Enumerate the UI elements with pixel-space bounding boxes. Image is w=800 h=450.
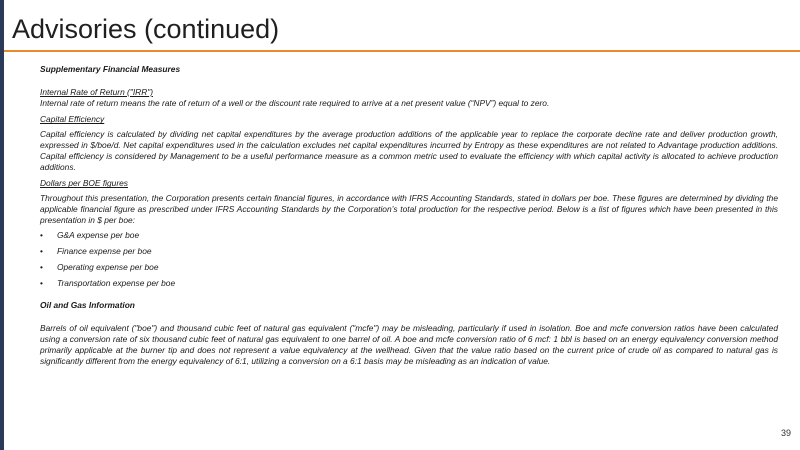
page-number: 39 — [780, 428, 791, 438]
capital-efficiency-heading: Capital Efficiency — [40, 114, 105, 125]
list-item: • Transportation expense per boe — [40, 278, 778, 289]
oil-gas-text: Barrels of oil equivalent ("boe") and thousand cubic feet of natural gas equivalent ("mcfe") may be misleading, particularly if used in isolation. Boe and mcfe conversion ratios have been calculated using a conversion rate of six thousand cubic feet of natural gas equivalent to one barrel of oil. A boe and mcfe conversion ratio of 6 mcf: 1 bbl is based on an energy equivalency conversion method primarily applicable at the burner tip and does not represent a value equivalency at the wellhead. Given that the value ratio based on the current price of crude oil as compared to natural gas is significantly different from the energy equivalency of 6:1, utilizing a conversion on a 6:1 basis may be misleading as an indication of value. — [40, 323, 778, 366]
capital-efficiency-text: Capital efficiency is calculated by dividing net capital expenditures by the average production additions of the applicable year to replace the corporate decline rate and deliver production growth, expressed in $/boe/d. Net capital expenditures used in the calculation excludes net capital expenditures incurred by Entropy as these expenditures are not related to Advantage production additions. Capital efficiency is considered by Management to be a useful performance measure as a common metric used to evaluate the efficiency with which capital activity is allocated to achieve production additions. — [40, 129, 778, 172]
list-item: • Finance expense per boe — [40, 246, 778, 257]
irr-text: Internal rate of return means the rate of return of a well or the discount rate required to arrive at a net present value (“NPV”) equal to zero. — [40, 97, 550, 108]
left-accent-bar — [0, 0, 4, 450]
dollars-per-boe-heading: Dollars per BOE figures — [40, 178, 128, 189]
advisory-content — [40, 64, 778, 366]
title-divider — [4, 50, 800, 52]
per-boe-list — [40, 230, 778, 289]
supplementary-heading: Supplementary Financial Measures — [40, 64, 181, 74]
page-title: Advisories (continued) — [12, 14, 280, 44]
oil-gas-heading: Oil and Gas Information — [40, 300, 135, 311]
dollars-per-boe-text: Throughout this presentation, the Corporation presents certain financial figures, in accordance with IFRS Accounting Standards, stated in dollars per boe. These figures are determined by dividing the applicable financial figure as prescribed under IFRS Accounting Standards by the Corporation’s total production for the respective period. Below is a list of figures which have been presented in this presentation in $ per boe: — [40, 193, 778, 225]
list-item: • Operating expense per boe — [40, 262, 778, 273]
irr-heading: Internal Rate of Return ("IRR") — [40, 86, 154, 97]
list-item: • G&A expense per boe — [40, 230, 778, 241]
